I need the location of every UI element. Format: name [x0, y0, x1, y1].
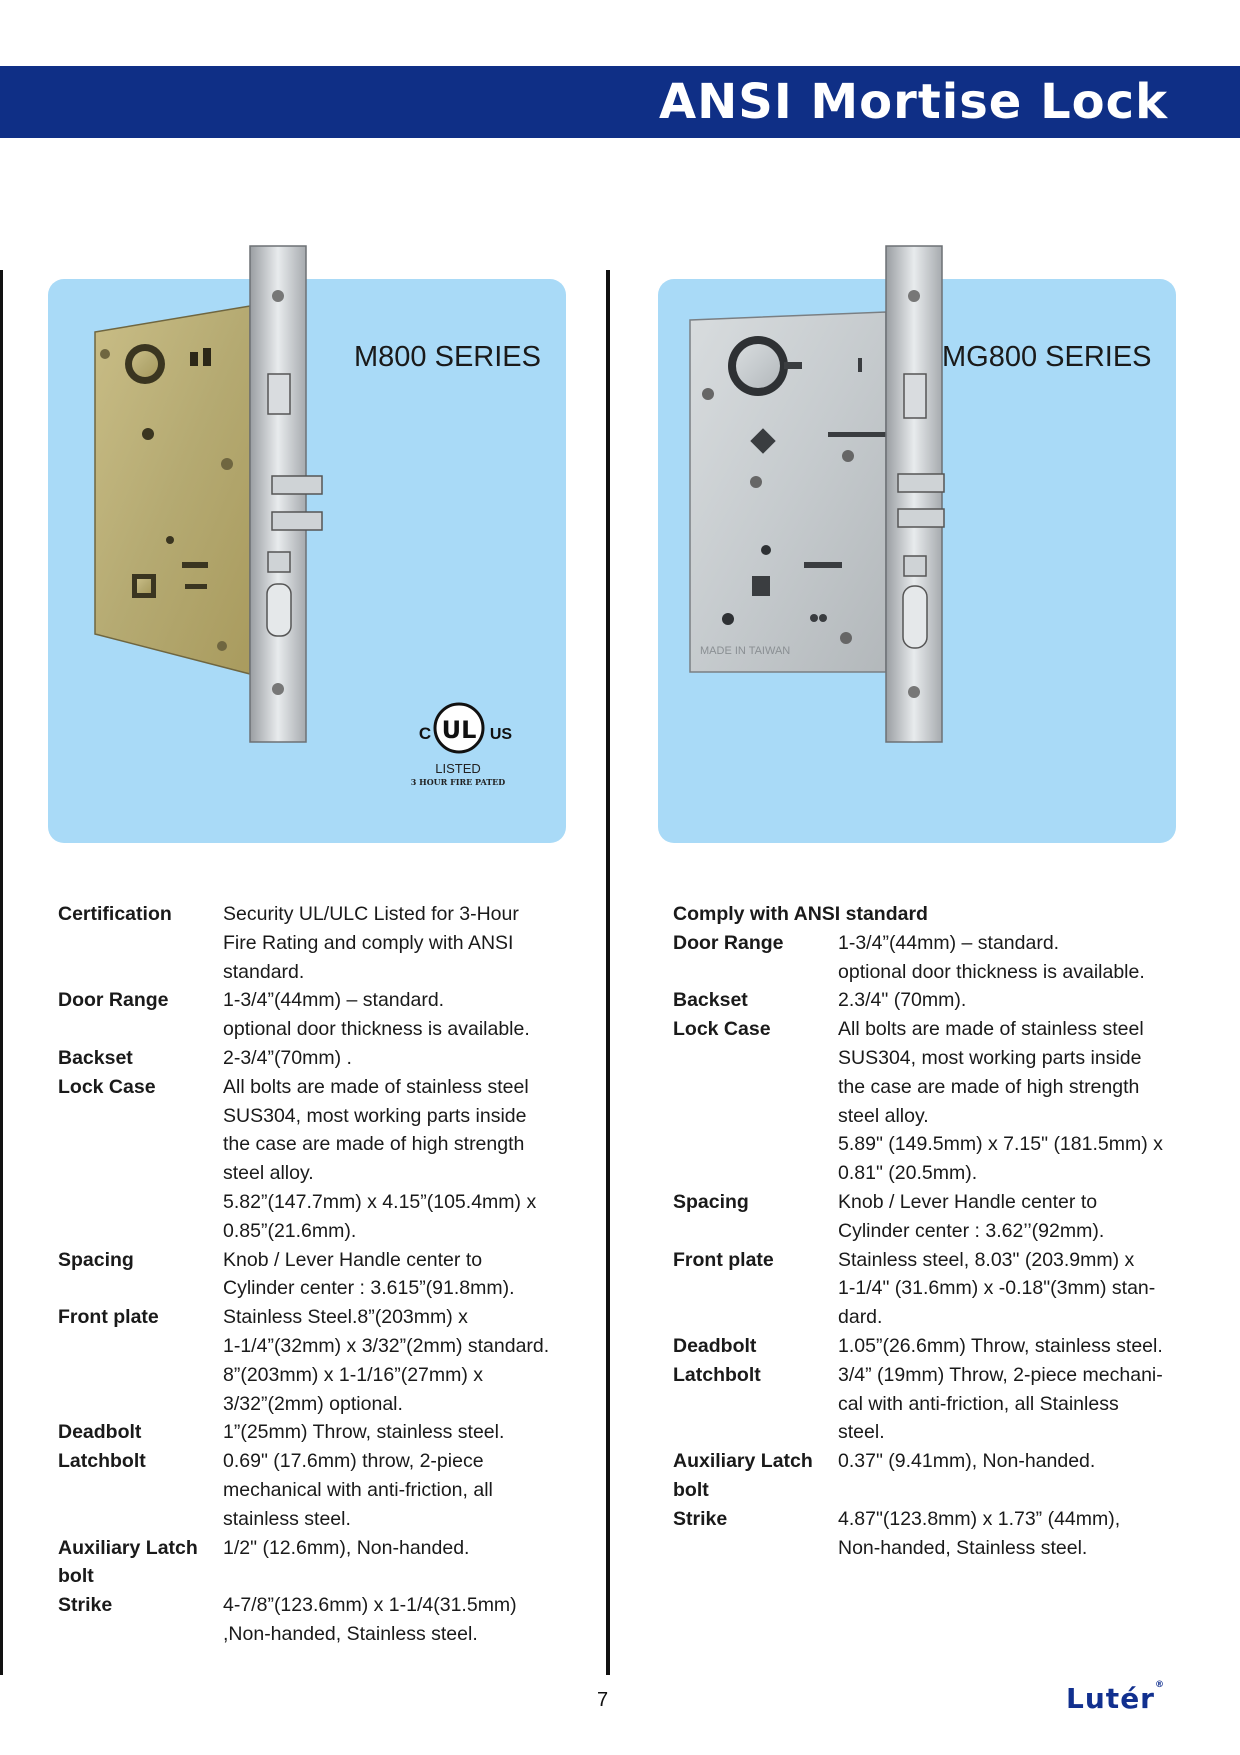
spec-value: [223, 900, 578, 986]
spec-value: [223, 1073, 578, 1246]
m800-spec-row: [58, 1418, 578, 1447]
spec-value: [838, 986, 1203, 1015]
spec-value-line: 3/32”(2mm) optional.: [223, 1392, 403, 1415]
mg800-spec-row: [673, 1361, 1203, 1447]
spec-value-line: Stainless Steel.8”(203mm) x: [223, 1306, 468, 1329]
page-title: ANSI Mortise Lock: [658, 74, 1168, 130]
spec-value-line: 1”(25mm) Throw, stainless steel.: [223, 1421, 505, 1444]
spec-label: Backset: [58, 1046, 133, 1069]
spec-value-line: Security UL/ULC Listed for 3-Hour: [223, 903, 519, 925]
spec-label: Deadbolt: [673, 1334, 757, 1357]
spec-value-line: steel alloy.: [223, 1162, 314, 1185]
spec-value-line: SUS304, most working parts inside: [838, 1046, 1142, 1069]
spec-label: Certification: [58, 903, 172, 925]
spec-value: [223, 1303, 578, 1418]
spec-value-line: All bolts are made of stainless steel: [223, 1075, 529, 1098]
m800-spec-row: [58, 1534, 578, 1592]
spec-value-line: 2-3/4”(70mm) .: [223, 1046, 352, 1069]
spec-label: Latchbolt: [673, 1363, 761, 1386]
spec-value-line: Fire Rating and comply with ANSI: [223, 931, 514, 954]
spec-value-line: 1/2" (12.6mm), Non-handed.: [223, 1536, 470, 1559]
spec-value-line: Knob / Lever Handle center to: [838, 1190, 1098, 1213]
spec-label: Strike: [673, 1507, 728, 1530]
spec-value-line: SUS304, most working parts inside: [223, 1104, 527, 1127]
spec-value-line: 5.89" (149.5mm) x 7.15" (181.5mm) x: [838, 1133, 1163, 1156]
spec-value: [838, 1505, 1203, 1563]
spec-value-line: 1-3/4”(44mm) – standard.: [223, 989, 445, 1012]
spec-value-line: optional door thickness is available.: [838, 960, 1145, 983]
spec-label: Deadbolt: [58, 1421, 142, 1444]
m800-series-label: M800 SERIES: [354, 341, 541, 373]
spec-value-line: 4-7/8”(123.6mm) x 1-1/4(31.5mm): [223, 1594, 517, 1617]
spec-value-line: mechanical with anti-friction, all: [223, 1478, 493, 1501]
mg800-series-label: MG800 SERIES: [942, 341, 1152, 373]
spec-value-line: Knob / Lever Handle center to: [223, 1248, 483, 1271]
spec-label: Door Range: [58, 989, 169, 1012]
header-band: [0, 66, 1240, 138]
mg800-spec-row: [673, 1505, 1203, 1563]
m800-spec-row: [58, 986, 578, 1044]
m800-lock-image: [90, 244, 340, 744]
spec-value-line: the case are made of high strength: [838, 1075, 1140, 1098]
spec-value-line: cal with anti-friction, all Stainless: [838, 1392, 1119, 1415]
spec-value-line: 1.05”(26.6mm) Throw, stainless steel.: [838, 1334, 1163, 1357]
mg800-spec-row: [673, 986, 1203, 1015]
ul-listed-text: LISTED: [435, 761, 481, 776]
spec-value-line: ,Non-handed, Stainless steel.: [223, 1622, 478, 1645]
mg800-spec-row: [673, 1447, 1203, 1505]
ul-fire-rating-text: 3 HOUR FIRE PATED: [410, 777, 506, 787]
m800-spec-row: [58, 1044, 578, 1073]
left-edge-rule: [0, 270, 3, 1675]
spec-value: [838, 929, 1203, 987]
spec-label: Front plate: [673, 1248, 774, 1271]
spec-label: Door Range: [673, 931, 784, 954]
mg800-spec-row: [673, 1246, 1203, 1332]
spec-label: Lock Case: [58, 1075, 156, 1098]
ansi-compliance-heading: Comply with ANSI standard: [673, 903, 928, 925]
svg-text:US: US: [489, 726, 513, 743]
spec-value-line: 0.85”(21.6mm).: [223, 1219, 357, 1242]
spec-value: [838, 1332, 1203, 1361]
registered-mark: ®: [1155, 1680, 1165, 1690]
m800-spec-list: [58, 900, 578, 1649]
m800-spec-row: [58, 1591, 578, 1649]
spec-value-line: 1-3/4”(44mm) – standard.: [838, 931, 1060, 954]
spec-value: [838, 1188, 1203, 1246]
spec-value-line: optional door thickness is available.: [223, 1018, 530, 1041]
spec-value-line: 5.82”(147.7mm) x 4.15”(105.4mm) x: [223, 1190, 537, 1213]
spec-label: Lock Case: [673, 1018, 771, 1041]
spec-value: [223, 1246, 578, 1304]
mg800-spec-row: [673, 1332, 1203, 1361]
spec-value: [223, 1418, 578, 1447]
spec-label: Spacing: [58, 1248, 134, 1271]
column-divider: [606, 270, 610, 1675]
spec-value-line: Stainless steel, 8.03" (203.9mm) x: [838, 1248, 1135, 1271]
m800-spec-row: [58, 1447, 578, 1533]
spec-value: [838, 1361, 1203, 1447]
spec-value-line: the case are made of high strength: [223, 1133, 525, 1156]
spec-value-line: 2.3/4" (70mm).: [838, 989, 967, 1012]
spec-value-line: steel.: [838, 1421, 885, 1444]
made-in-taiwan-stamp: MADE IN TAIWAN: [700, 645, 791, 657]
spec-value-line: 0.37" (9.41mm), Non-handed.: [838, 1450, 1096, 1473]
mg800-spec-row: [673, 929, 1203, 987]
spec-value-line: Cylinder center : 3.615”(91.8mm).: [223, 1277, 515, 1300]
spec-value: [223, 986, 578, 1044]
mg800-spec-row: [673, 1015, 1203, 1188]
spec-value: [223, 1591, 578, 1649]
spec-value: [223, 1447, 578, 1533]
spec-value: [838, 1447, 1203, 1476]
mg800-spec-row: [673, 1188, 1203, 1246]
svg-text:UL: UL: [441, 716, 477, 744]
spec-value-line: Non-handed, Stainless steel.: [838, 1536, 1088, 1559]
spec-value-line: 0.81" (20.5mm).: [838, 1162, 978, 1185]
spec-value-line: 1-1/4" (31.6mm) x -0.18"(3mm) stan-: [838, 1277, 1156, 1300]
spec-value-line: dard.: [838, 1306, 883, 1329]
m800-spec-row: [58, 1246, 578, 1304]
spec-label: Auxiliary Latch bolt: [673, 1450, 813, 1501]
spec-label: Strike: [58, 1594, 113, 1617]
brand-name: Lutér: [1066, 1682, 1155, 1715]
spec-label: Backset: [673, 989, 748, 1012]
svg-text:C: C: [418, 724, 432, 743]
spec-label: Spacing: [673, 1190, 749, 1213]
m800-spec-row: [58, 1073, 578, 1246]
page-number: 7: [597, 1689, 609, 1711]
spec-value: [838, 1015, 1203, 1188]
luter-brand-logo: [1066, 1682, 1165, 1715]
m800-spec-row: [58, 900, 578, 986]
spec-value-line: Cylinder center : 3.62’’(92mm).: [838, 1219, 1105, 1242]
spec-value-line: All bolts are made of stainless steel: [838, 1018, 1144, 1041]
spec-value-line: 1-1/4”(32mm) x 3/32”(2mm) standard.: [223, 1334, 550, 1357]
spec-label: Front plate: [58, 1306, 159, 1329]
spec-value-line: steel alloy.: [838, 1104, 929, 1127]
spec-value-line: 8”(203mm) x 1-1/16”(27mm) x: [223, 1363, 484, 1386]
mg800-lock-image: [686, 244, 956, 744]
spec-value: [223, 1044, 578, 1073]
spec-value-line: 3/4” (19mm) Throw, 2-piece mechani-: [838, 1363, 1163, 1386]
spec-value-line: standard.: [223, 960, 305, 983]
spec-value-line: 0.69" (17.6mm) throw, 2-piece: [223, 1450, 484, 1473]
spec-label: Latchbolt: [58, 1450, 146, 1473]
m800-spec-row: [58, 1303, 578, 1418]
spec-value-line: 4.87"(123.8mm) x 1.73” (44mm),: [838, 1507, 1121, 1530]
spec-value: [838, 1246, 1203, 1332]
spec-value: [223, 1534, 578, 1563]
spec-label: Auxiliary Latch bolt: [58, 1536, 198, 1588]
mg800-spec-list: [673, 900, 1203, 1562]
spec-value-line: stainless steel.: [223, 1507, 351, 1530]
